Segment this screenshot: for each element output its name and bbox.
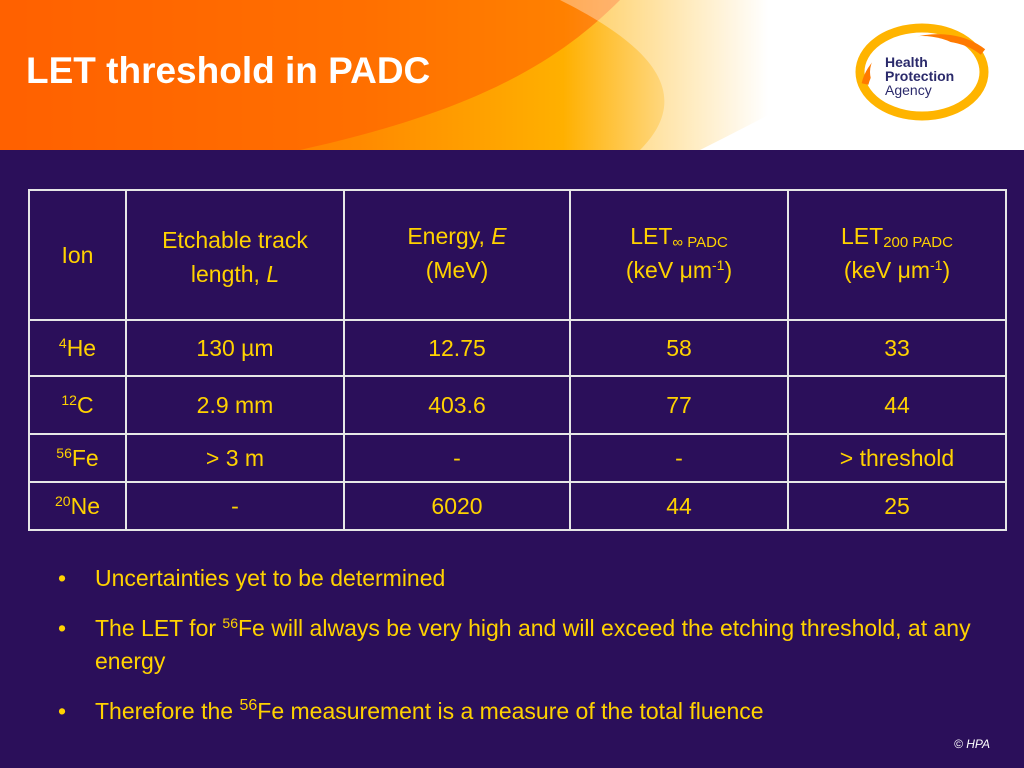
header-let-200-unit-m: m <box>910 257 930 283</box>
bullet-text-post: Fe measurement is a measure of the total fluence <box>257 698 764 724</box>
header-etch-var: L <box>266 261 280 287</box>
header-let-inf-unit-m: m <box>692 257 712 283</box>
cell-let-200: 25 <box>788 482 1006 530</box>
cell-let-200: 44 <box>788 376 1006 434</box>
cell-length: 2.9 mm <box>126 376 344 434</box>
bullet-list <box>58 562 988 745</box>
cell-ion <box>29 376 126 434</box>
header-energy-label: Energy, <box>407 223 492 249</box>
header-let-inf-unit-exp: -1 <box>712 257 725 273</box>
header-etch-line1: Etchable track <box>162 227 308 253</box>
bullet-text-pre: Therefore the <box>95 698 240 724</box>
cell-length: - <box>126 482 344 530</box>
bullet-text: Uncertainties yet to be determined <box>95 565 446 591</box>
bullet-marker-icon: • <box>58 698 67 724</box>
ion-mass: 12 <box>61 391 77 408</box>
copyright-footer: © HPA <box>954 737 990 751</box>
header-let-inf-base: LET <box>630 223 673 249</box>
isotope-mass: 56 <box>239 697 258 714</box>
cell-energy: 403.6 <box>344 376 570 434</box>
cell-let-inf: 44 <box>570 482 788 530</box>
table-row <box>29 482 1006 530</box>
ion-symbol: Fe <box>71 444 99 471</box>
bullet-marker-icon: • <box>58 565 67 591</box>
cell-length: 130 µm <box>126 320 344 376</box>
ion-symbol: He <box>66 334 97 361</box>
slide-header <box>0 0 1024 150</box>
cell-energy: 12.75 <box>344 320 570 376</box>
header-etchable-length <box>126 190 344 320</box>
bullet-marker-icon: • <box>58 615 67 641</box>
header-let-200-unit-pre: (keV <box>843 257 898 283</box>
cell-let-200: 33 <box>788 320 1006 376</box>
cell-energy: - <box>344 434 570 482</box>
cell-ion <box>29 482 126 530</box>
isotope-mass: 56 <box>222 615 238 631</box>
logo-line-1: Health <box>885 54 928 70</box>
header-let-inf-unit-mu: μ <box>679 257 693 283</box>
header-etch-line2: length, <box>190 261 267 287</box>
ion-symbol: C <box>76 391 94 418</box>
logo-wordmark <box>885 55 954 97</box>
list-item <box>58 612 988 678</box>
let-threshold-table <box>28 189 1007 531</box>
cell-ion <box>29 434 126 482</box>
header-energy-unit: (MeV) <box>425 257 489 283</box>
ion-mass: 4 <box>58 334 67 351</box>
cell-ion <box>29 320 126 376</box>
bullet-text-post: Fe will always be very high and will exceed the etching threshold, at any energy <box>95 615 971 674</box>
table-row <box>29 376 1006 434</box>
header-ion <box>29 190 126 320</box>
header-energy <box>344 190 570 320</box>
header-let-200-base: LET <box>841 223 884 249</box>
header-let-200-unit-exp: -1 <box>930 257 943 273</box>
header-let-200-sub: 200 PADC <box>883 234 953 251</box>
header-let-200-unit-post: ) <box>942 257 951 283</box>
header-ion-label: Ion <box>61 242 94 268</box>
header-energy-var: E <box>491 223 507 249</box>
cell-let-200: > threshold <box>788 434 1006 482</box>
list-item <box>58 562 988 595</box>
logo-line-3: Agency <box>885 82 932 98</box>
table-row <box>29 320 1006 376</box>
cell-length: > 3 m <box>126 434 344 482</box>
ion-symbol: Ne <box>70 492 100 519</box>
header-let-inf-unit-post: ) <box>724 257 733 283</box>
header-let-200-unit-mu: μ <box>897 257 911 283</box>
header-let-inf <box>570 190 788 320</box>
bullet-text-pre: The LET for <box>95 615 223 641</box>
list-item <box>58 695 988 728</box>
header-let-inf-sub: ∞ PADC <box>672 234 728 251</box>
table-row <box>29 434 1006 482</box>
cell-let-inf: - <box>570 434 788 482</box>
cell-energy: 6020 <box>344 482 570 530</box>
header-let-inf-unit-pre: (keV <box>625 257 680 283</box>
header-let-200 <box>788 190 1006 320</box>
cell-let-inf: 58 <box>570 320 788 376</box>
slide-title: LET threshold in PADC <box>26 50 431 91</box>
logo-line-2: Protection <box>885 68 955 84</box>
hpa-logo <box>855 22 990 122</box>
ion-mass: 56 <box>56 444 72 461</box>
ion-mass: 20 <box>55 492 71 509</box>
table-header-row <box>29 190 1006 320</box>
cell-let-inf: 77 <box>570 376 788 434</box>
